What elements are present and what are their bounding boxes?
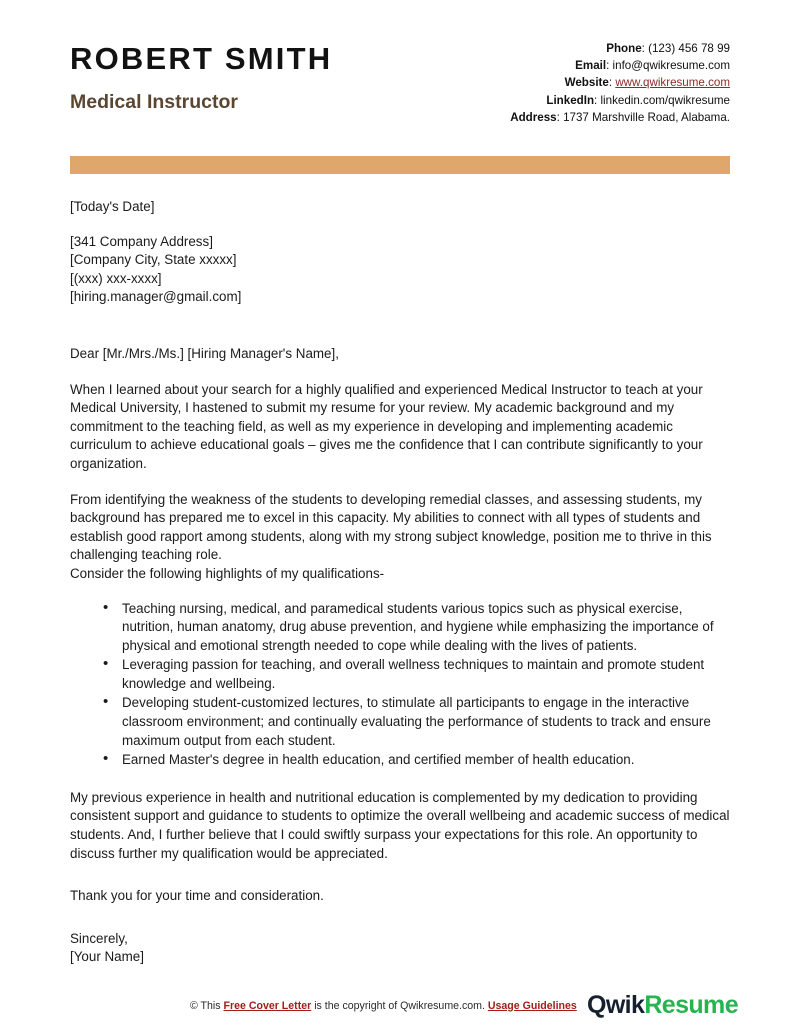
contact-linkedin-label: LinkedIn [546, 93, 595, 107]
paragraph-intro: When I learned about your search for a highly qualified and experienced Medical Instructor to teach at your Medical University, I hastened to submit my resume for your review. My academic background and my commitment to the teaching field, as well as my experience in developing and implementing academic curriculum to achieve educational goals – gives me the confidence that I can contribute significantly to your organization. [70, 381, 703, 471]
contact-email-value: info@qwikresume.com [612, 59, 730, 73]
contact-address [510, 109, 730, 126]
letter-header [70, 0, 730, 126]
contact-website-label: Website [564, 76, 609, 90]
letter-body [70, 174, 730, 967]
contact-website [510, 74, 730, 91]
contact-phone-label: Phone [606, 42, 642, 55]
recipient-address-line: [hiring.manager@gmail.com] [70, 289, 242, 305]
thank-you-line: Thank you for your time and consideration. [70, 888, 324, 904]
paragraph-highlights-lead: Consider the following highlights of my qualifications- [70, 565, 385, 581]
logo-text-qwik: Qwik [586, 991, 645, 1019]
contact-linkedin-value: linkedin.com/qwikresume [600, 93, 730, 107]
logo-text-resume: Resume [644, 991, 738, 1019]
applicant-job-title: Medical Instructor [70, 91, 238, 114]
contact-website-link[interactable]: www.qwikresume.com [615, 76, 730, 90]
copyright-notice [70, 1000, 577, 1012]
copyright-middle: is the copyright of Qwikresume.com. [311, 999, 488, 1012]
applicant-name: ROBERT SMITH [70, 41, 333, 76]
contact-address-value: 1737 Marshville Road, Alabama. [563, 110, 730, 124]
copyright-prefix: © This [190, 999, 224, 1012]
list-item: • Leveraging passion for teaching, and overall wellness techniques to maintain and promote student knowledge and wellbeing. [103, 656, 730, 693]
free-cover-letter-link[interactable]: Free Cover Letter [223, 999, 312, 1012]
signature-name: [Your Name] [70, 949, 144, 965]
recipient-address-line: [Company City, State xxxxx] [70, 252, 237, 268]
accent-divider-bar [70, 156, 730, 174]
list-item: • Earned Master's degree in health education, and certified member of health education. [103, 751, 730, 770]
contact-linkedin [510, 92, 730, 109]
identity-block [70, 34, 332, 114]
contact-separator: : [594, 93, 601, 107]
signoff-salutation: Sincerely, [70, 930, 128, 946]
contact-phone [510, 40, 730, 57]
list-item: • Developing student-customized lectures, to stimulate all participants to engage in the interactive classroom environment; and continually evaluating the performance of students to track and ensure maximum output from each student. [103, 694, 730, 750]
contact-phone-value: (123) 456 78 99 [648, 42, 730, 55]
qwikresume-logo[interactable] [587, 993, 738, 1018]
contact-email [510, 57, 730, 74]
usage-guidelines-link[interactable]: Usage Guidelines [487, 999, 577, 1012]
salutation: Dear [Mr./Mrs./Ms.] [Hiring Manager's Name], [70, 345, 339, 361]
page-footer [0, 993, 800, 1018]
contact-separator: : [606, 59, 613, 73]
recipient-address-line: [341 Company Address] [70, 233, 213, 249]
contact-address-label: Address [510, 110, 557, 124]
signoff-block [70, 930, 730, 967]
contact-details [510, 34, 730, 126]
paragraph-background: From identifying the weakness of the students to developing remedial classes, and assessing students, my background has prepared me to excel in this capacity. My abilities to connect with all types of students and establish good rapport among students, along with my strong subject knowledge, position me to thrive in this challenging teaching role. [70, 491, 712, 563]
today-date: [Today's Date] [70, 199, 155, 215]
contact-email-label: Email [575, 59, 607, 73]
contact-separator: : [556, 110, 564, 124]
paragraph-closing: My previous experience in health and nutritional education is complemented by my dedication to providing consistent support and guidance to students to optimize the overall wellbeing and academic success of medical students. And, I further believe that I could swiftly surpass your expectations for this role. An opportunity to discuss further my qualification would be appreciated. [70, 789, 730, 861]
recipient-address-line: [(xxx) xxx-xxxx] [70, 270, 162, 286]
contact-separator: : [608, 76, 616, 90]
qualifications-list [70, 600, 730, 770]
recipient-address-block [70, 233, 730, 307]
contact-separator: : [641, 42, 649, 55]
list-item: • Teaching nursing, medical, and paramedical students various topics such as physical exercise, nutrition, human anatomy, drug abuse prevention, and hygiene while emphasizing the importance of physical and emotional strength needed to cope while dealing with the lives of patients. [103, 600, 730, 656]
